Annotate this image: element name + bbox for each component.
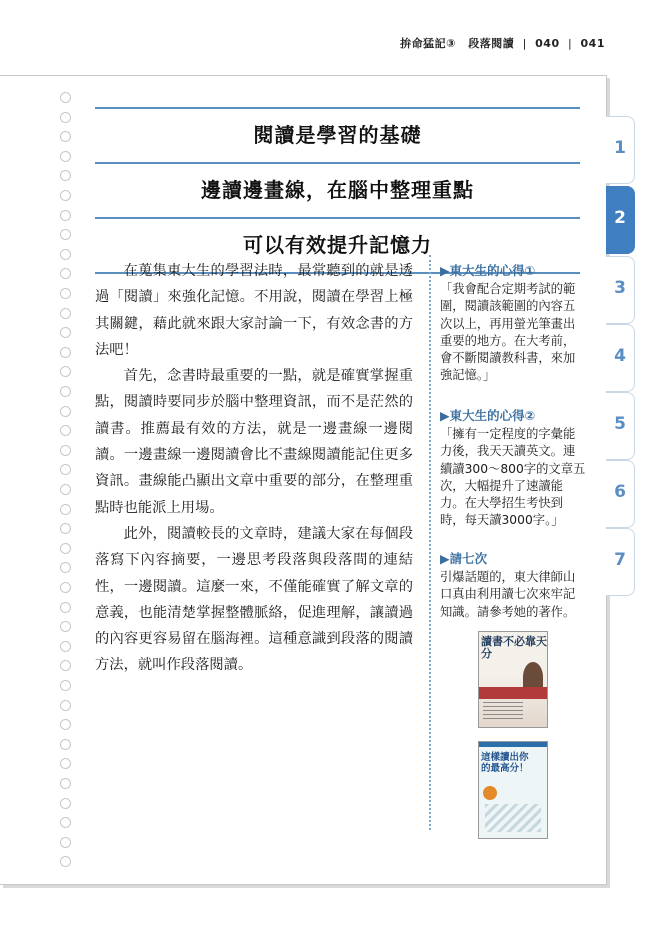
book-2-illustration — [485, 804, 541, 832]
paragraph-3: 此外，閱讀較長的文章時，建議大家在每個段落寫下內容摘要，一邊思考段落與段落間的連結性，一邊閱讀。這麼一來，不僅能確實了解文章的意義，也能清楚掌握整體脈絡，促進理解，讓讀過的內容更容易留在腦海裡。這種意識到段落的閱讀方法，就叫作段落閱讀。 — [95, 525, 413, 674]
binder-hole — [60, 288, 71, 299]
main-body — [95, 258, 413, 679]
binder-hole — [60, 210, 71, 221]
column-divider — [429, 255, 431, 830]
binder-hole — [60, 406, 71, 417]
tip-1-body: 「我會配合定期考試的範圍，閱讀該範圍的內容五次以上，再用螢光筆畫出重要的地方。在大考前，會不斷閱讀教科書，來加強記憶。」 — [440, 282, 576, 383]
binder-hole — [60, 582, 71, 593]
binder-hole — [60, 837, 71, 848]
book-1-title: 讀書不必靠天分 — [481, 635, 547, 660]
tab-2[interactable]: 2 — [606, 186, 635, 254]
tip-2-body: 「擁有一定程度的字彙能力後，我天天讀英文。連續讀300～800字的文章五次，大幅提升了速讀能力。在大學招生考快到時，每天讀3000字。」 — [440, 427, 586, 528]
binder-hole — [60, 249, 71, 260]
binder-hole — [60, 131, 71, 142]
title-block — [95, 107, 580, 274]
tip-3-body: 引爆話題的，東大律師山口真由利用讀七次來牢記知識。請參考她的著作。 — [440, 570, 576, 619]
tab-3[interactable]: 3 — [606, 256, 635, 324]
binder-hole — [60, 719, 71, 730]
binder-hole — [60, 425, 71, 436]
binder-hole — [60, 170, 71, 181]
title-line-3: 可以有效提升記憶力 — [95, 217, 580, 274]
binder-hole — [60, 621, 71, 632]
binder-hole — [60, 190, 71, 201]
binder-hole — [60, 798, 71, 809]
binder-hole — [60, 504, 71, 515]
binder-hole — [60, 817, 71, 828]
binder-hole — [60, 680, 71, 691]
title-line-1: 閱讀是學習的基礎 — [95, 107, 580, 162]
binder-hole — [60, 229, 71, 240]
binder-hole — [60, 92, 71, 103]
binder-hole — [60, 562, 71, 573]
binder-hole — [60, 660, 71, 671]
tip-1 — [440, 262, 586, 384]
header-separator-1: | — [522, 37, 527, 50]
tip-3-heading: ▶請七次 — [440, 551, 488, 566]
page-number-left: 040 — [535, 37, 560, 50]
book-2-badge — [483, 786, 497, 800]
tip-1-heading: ▶東大生的心得① — [440, 263, 536, 278]
header-separator-2: | — [567, 37, 573, 50]
binder-hole — [60, 308, 71, 319]
tab-5[interactable]: 5 — [606, 392, 635, 460]
book-1-text-lines — [483, 702, 523, 720]
tip-2 — [440, 407, 586, 529]
binder-hole — [60, 445, 71, 456]
book-1-band — [479, 687, 547, 699]
binder-hole — [60, 484, 71, 495]
tab-4[interactable]: 4 — [606, 324, 635, 392]
book-title: 拚命猛記③ — [400, 37, 456, 50]
binder-hole — [60, 366, 71, 377]
binder-hole — [60, 778, 71, 789]
page-header — [400, 35, 605, 51]
binder-hole — [60, 386, 71, 397]
book-cover-1 — [478, 631, 548, 728]
tip-3 — [440, 550, 586, 621]
tab-1[interactable]: 1 — [606, 116, 635, 184]
binder-hole — [60, 543, 71, 554]
book-2-top-bar — [479, 742, 547, 747]
binder-hole — [60, 464, 71, 475]
paragraph-1: 在蒐集東大生的學習法時，最常聽到的就是透過「閱讀」來強化記憶。不用說，閱讀在學習上極其關鍵，藉此就來跟大家討論一下，有效念書的方法吧！ — [95, 263, 413, 358]
binder-hole — [60, 327, 71, 338]
title-line-2: 邊讀邊畫線，在腦中整理重點 — [95, 162, 580, 217]
binder-hole — [60, 641, 71, 652]
paragraph-2: 首先，念書時最重要的一點，就是確實掌握重點，閱讀時要同步於腦中整理資訊，而不是茫然的讀書。推薦最有效的方法，就是一邊畫線一邊閱讀。一邊畫線一邊閱讀會比不畫線閱讀能記住更多資訊。畫線能凸顯出文章中重要的部分，在整理重點時也能派上用場。 — [95, 368, 413, 516]
book-cover-2 — [478, 741, 548, 839]
binder-hole — [60, 523, 71, 534]
tip-2-heading: ▶東大生的心得② — [440, 408, 536, 423]
section-title: 段落閱讀 — [468, 37, 515, 50]
binder-hole — [60, 151, 71, 162]
binder-hole — [60, 739, 71, 750]
book-2-title: 這樣讀出你的最高分！ — [481, 752, 529, 774]
binder-holes — [60, 92, 72, 872]
binder-hole — [60, 700, 71, 711]
binder-hole — [60, 602, 71, 613]
binder-hole — [60, 268, 71, 279]
tab-6[interactable]: 6 — [606, 460, 635, 528]
binder-hole — [60, 856, 71, 867]
binder-hole — [60, 347, 71, 358]
binder-hole — [60, 758, 71, 769]
page-number-right: 041 — [580, 37, 605, 50]
binder-hole — [60, 112, 71, 123]
tab-7[interactable]: 7 — [606, 528, 635, 596]
